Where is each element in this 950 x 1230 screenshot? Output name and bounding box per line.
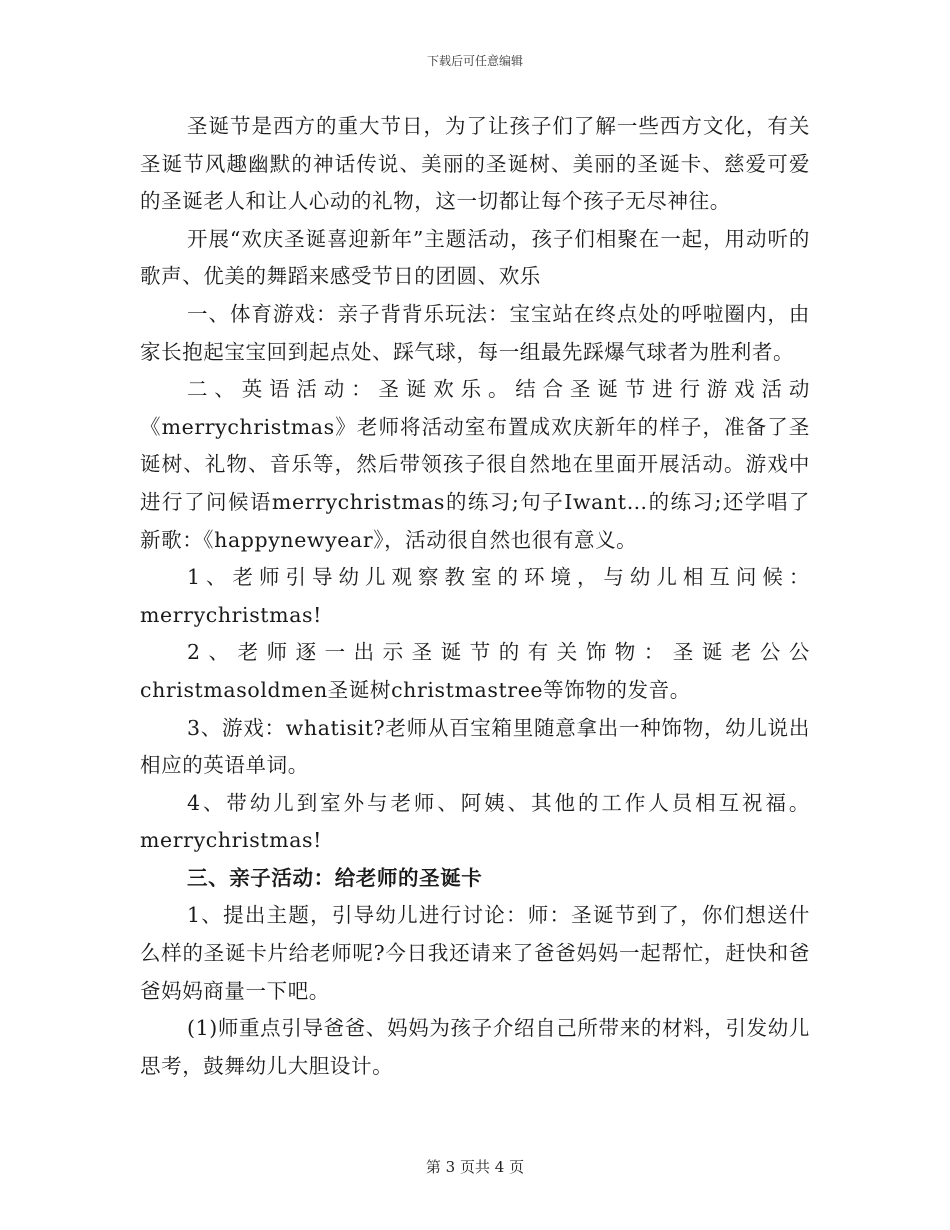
paragraph-english-activity: 二、英语活动：圣诞欢乐。结合圣诞节进行游戏活动《merrychristmas》老师将活动室布置成欢庆新年的样子，准备了圣诞树、礼物、音乐等，然后带领孩子很自然地在里面开展活动。游戏中进行了问候语merrychristmas的练习;句子Iwant…的练习;还学唱了新歌：《happynewyear》，活动很自然也很有意义。 [140, 377, 810, 552]
paragraph-theme: 开展“欢庆圣诞喜迎新年”主题活动，孩子们相聚在一起，用动听的歌声、优美的舞蹈来感受节日的团圆、欢乐 [140, 226, 810, 289]
paragraph-intro: 圣诞节是西方的重大节日，为了让孩子们了解一些西方文化，有关圣诞节风趣幽默的神话传说、美丽的圣诞树、美丽的圣诞卡、慈爱可爱的圣诞老人和让人心动的礼物，这一切都让每个孩子无尽神往。 [140, 114, 810, 214]
paragraph-step-2: 2、老师逐一出示圣诞节的有关饰物：圣诞老公公christmasoldmen圣诞树christmastree等饰物的发音。 [140, 640, 810, 702]
paragraph-step-3: 3、游戏：whatisit?老师从百宝箱里随意拿出一种饰物，幼儿说出相应的英语单词。 [140, 715, 810, 778]
paragraph-guidance: (1)师重点引导爸爸、妈妈为孩子介绍自己所带来的材料，引发幼儿思考，鼓舞幼儿大胆设计。 [140, 1016, 810, 1078]
paragraph-sports-game: 一、体育游戏：亲子背背乐玩法：宝宝站在终点处的呼啦圈内，由家长抱起宝宝回到起点处、踩气球，每一组最先踩爆气球者为胜利者。 [140, 301, 810, 364]
section-heading-parent-child: 三、亲子活动：给老师的圣诞卡 [187, 865, 483, 890]
paragraph-step-1: 1、老师引导幼儿观察教室的环境，与幼儿相互问候：merrychristmas! [140, 565, 810, 627]
page-footer: 第 3 页共 4 页 [425, 1158, 525, 1176]
page-header: 下载后可任意编辑 [426, 54, 523, 68]
paragraph-step-4: 4、带幼儿到室外与老师、阿姨、其他的工作人员相互祝福。merrychristmas! [140, 790, 810, 853]
paragraph-discussion: 1、提出主题，引导幼儿进行讨论：师：圣诞节到了，你们想送什么样的圣诞卡片给老师呢?今日我还请来了爸爸妈妈一起帮忙，赶快和爸爸妈妈商量一下吧。 [140, 903, 810, 1003]
document-body [140, 108, 810, 1085]
